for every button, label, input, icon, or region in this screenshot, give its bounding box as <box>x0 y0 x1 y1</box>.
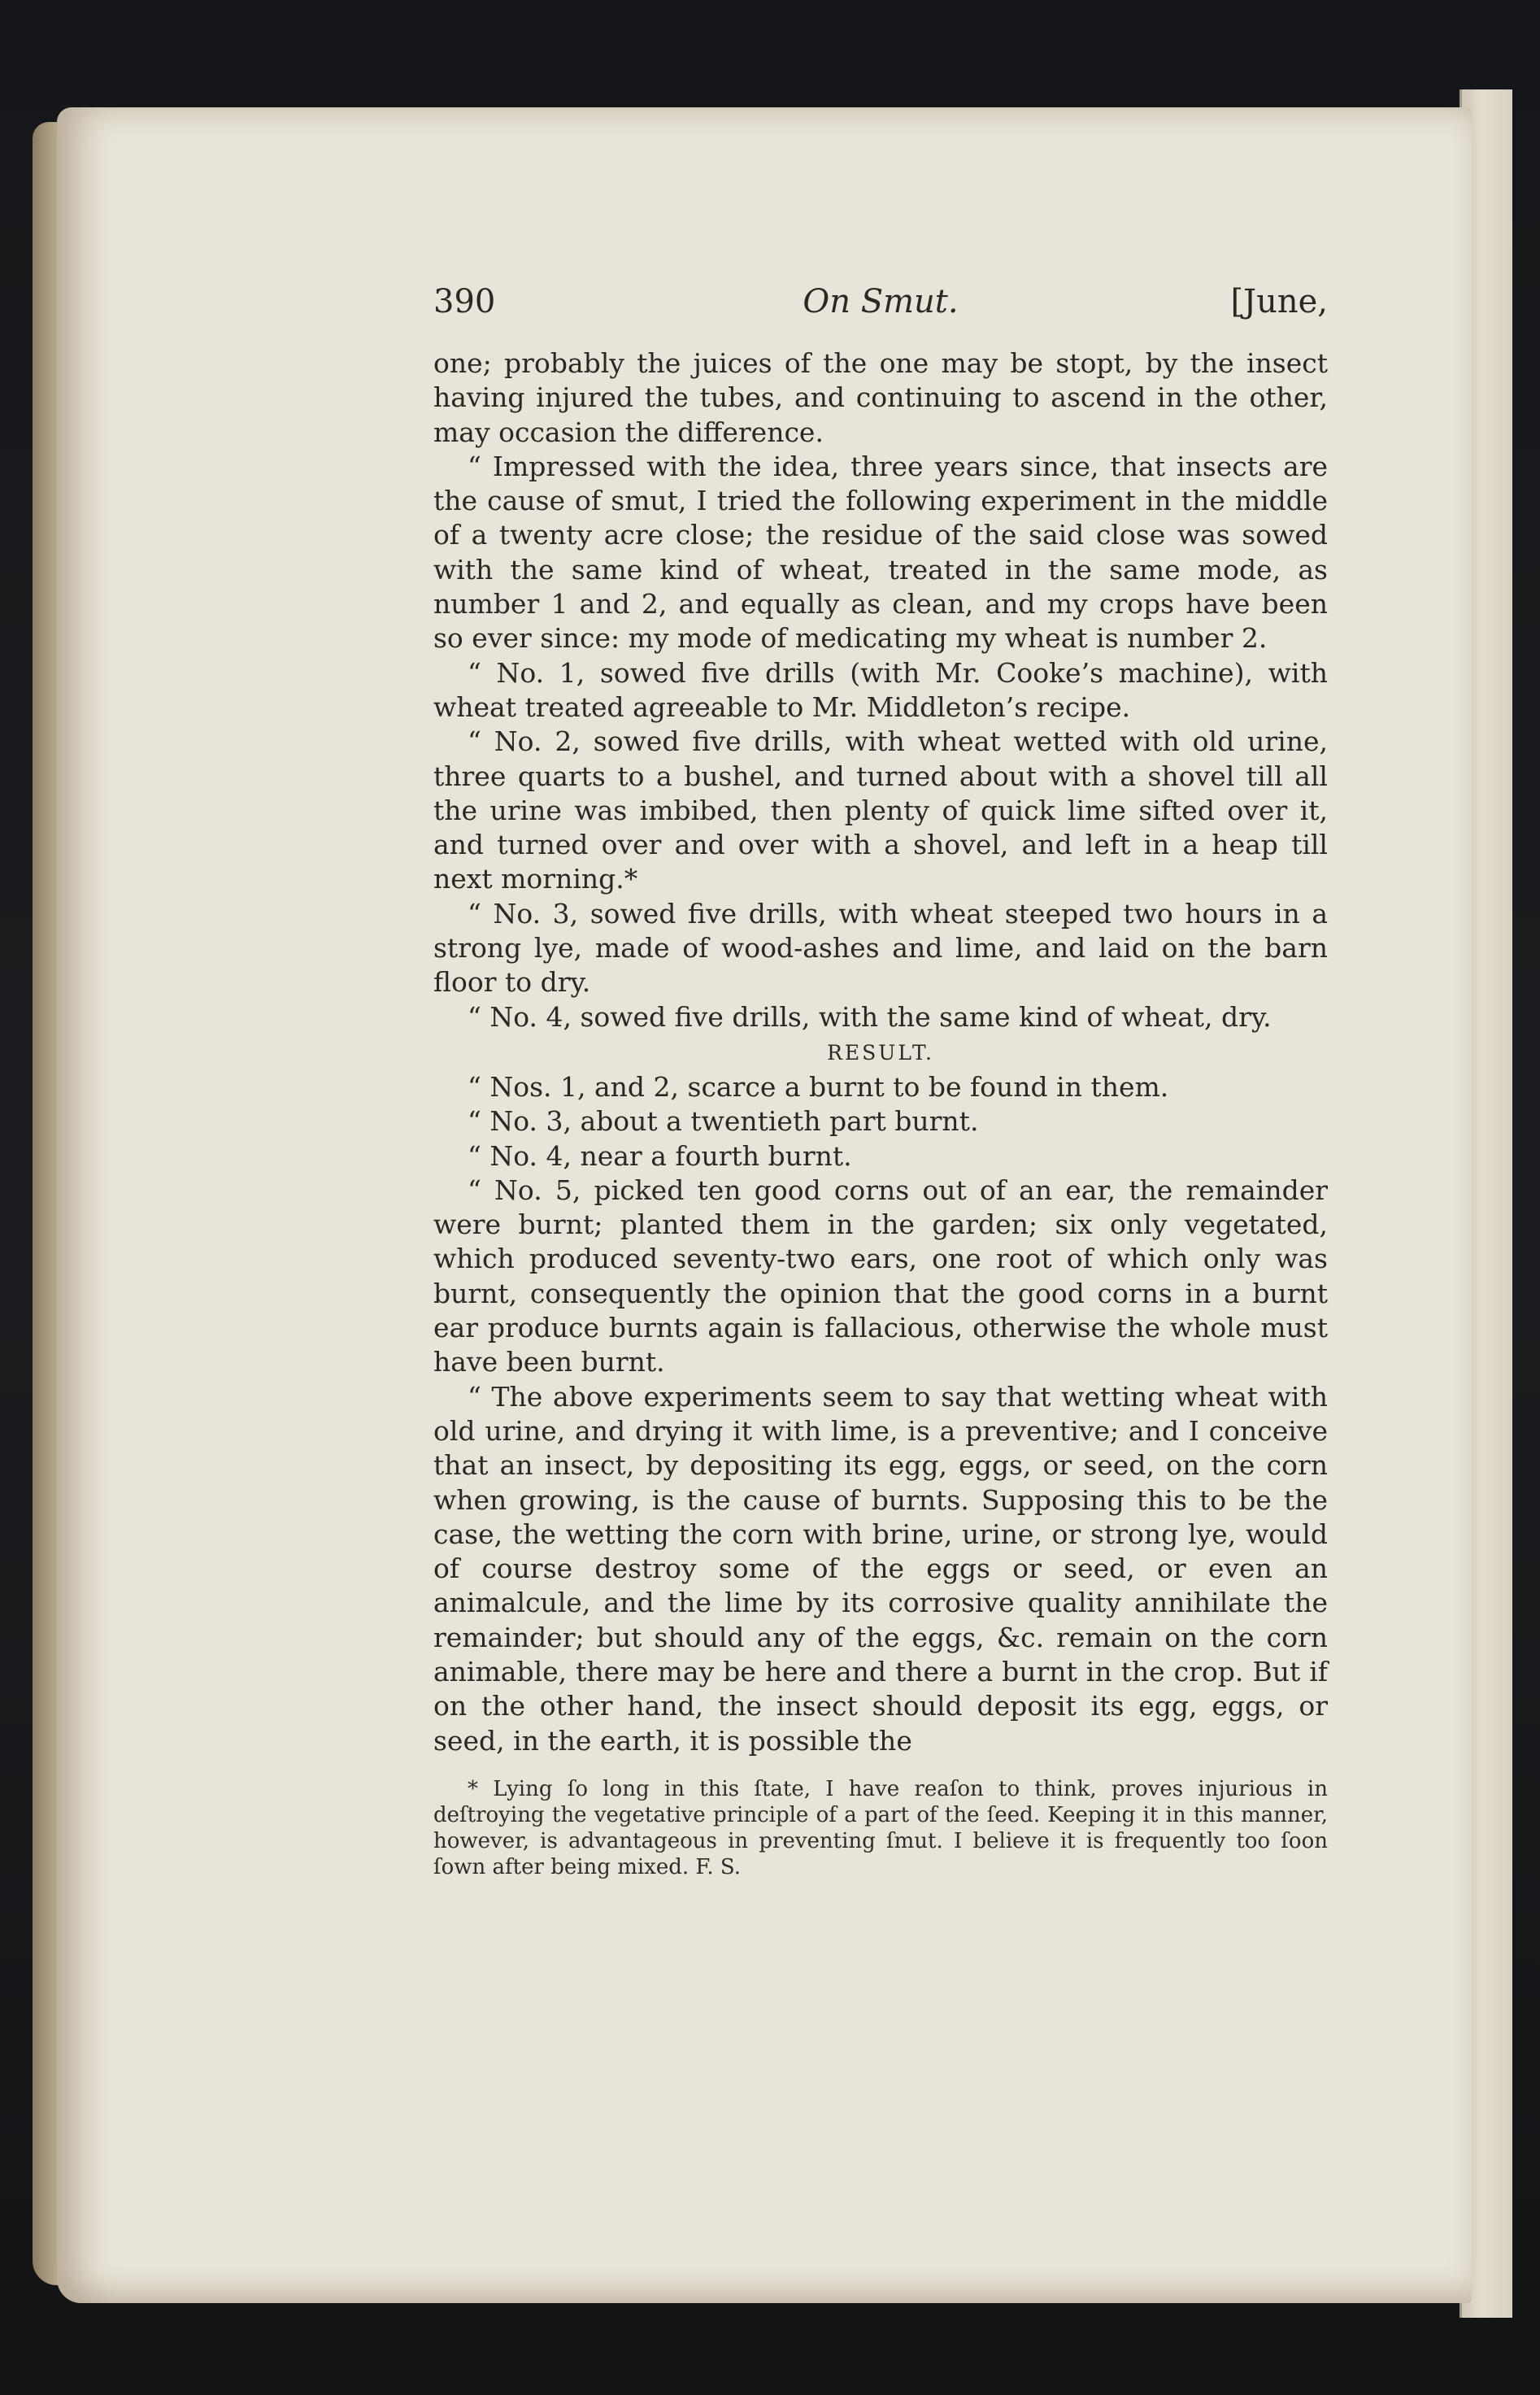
result-paragraph: “ Nos. 1, and 2, scarce a burnt to be found in them. <box>468 1070 1169 1103</box>
running-head <box>433 283 1328 332</box>
running-date: [June, <box>1230 283 1328 320</box>
result-paragraph: “ No. 3, about a twentieth part burnt. <box>468 1105 979 1138</box>
page-number: 390 <box>433 283 496 320</box>
result-paragraph: “ The above experiments seem to say that wetting wheat with old urine, and drying it with lime, is a preventive; and I conceive that an insect, by depositing its egg, eggs, or seed, on the corn when growing, is the cause of burnts. Supposing this to be the case, the wetting the corn with brine, urine, or strong lye, would of course destroy some of the eggs or seed, or even an animalcule, and the lime by its corrosive quality annihilate the remainder; but should any of the eggs, &c. remain on the corn animable, there may be here and there a burnt in the crop. But if on the other hand, the insect should deposit its egg, eggs, or seed, in the earth, it is possible the <box>433 1380 1328 1757</box>
body-text <box>433 346 1328 1758</box>
running-title: On Smut. <box>803 283 959 320</box>
result-heading: RESULT. <box>827 1040 934 1065</box>
footnote: * Lying ſo long in this ſtate, I have reaſon to think, proves injurious in deſtroying the vegetative principle of a part of the ſeed. Keeping it in this manner, however, is advantageous in preventing ſmut. I believe it is frequently too ſoon ſown after being mixed. F. S. <box>433 1776 1328 1879</box>
paragraph: “ No. 4, sowed five drills, with the same kind of wheat, dry. <box>468 1000 1272 1033</box>
paragraph: one; probably the juices of the one may be stopt, by the insect having injured the tubes, and continuing to ascend in the other, may occasion the difference. <box>433 347 1328 448</box>
paragraph: “ Impressed with the idea, three years since, that insects are the cause of smut, I tried the following experiment in the middle of a twenty acre close; the residue of the said close was sowed with the same kind of wheat, treated in the same mode, as number 1 and 2, and equally as clean, and my crops have been so ever since: my mode of medicating my wheat is number 2. <box>433 450 1328 655</box>
result-paragraph: “ No. 5, picked ten good corns out of an ear, the remainder were burnt; planted them in the garden; six only vegetated, which produced seventy-two ears, one root of which only was burnt, consequently the opinion that the good corns in a burnt ear produce burnts again is fallacious, otherwise the whole must have been burnt. <box>433 1174 1328 1378</box>
result-paragraph: “ No. 4, near a fourth burnt. <box>468 1139 852 1172</box>
page-content <box>433 283 1328 1901</box>
paragraph: “ No. 1, sowed five drills (with Mr. Cooke’s machine), with wheat treated agreeable to Mr. Middleton’s recipe. <box>433 656 1328 723</box>
paragraph: “ No. 3, sowed five drills, with wheat steeped two hours in a strong lye, made of wood-ashes and lime, and laid on the barn floor to dry. <box>433 897 1328 999</box>
paragraph: “ No. 2, sowed five drills, with wheat wetted with old urine, three quarts to a bushel, and turned about with a shovel till all the urine was imbibed, then plenty of quick lime sifted over it, and turned over and over with a shovel, and left in a heap till next morning.* <box>433 725 1328 895</box>
